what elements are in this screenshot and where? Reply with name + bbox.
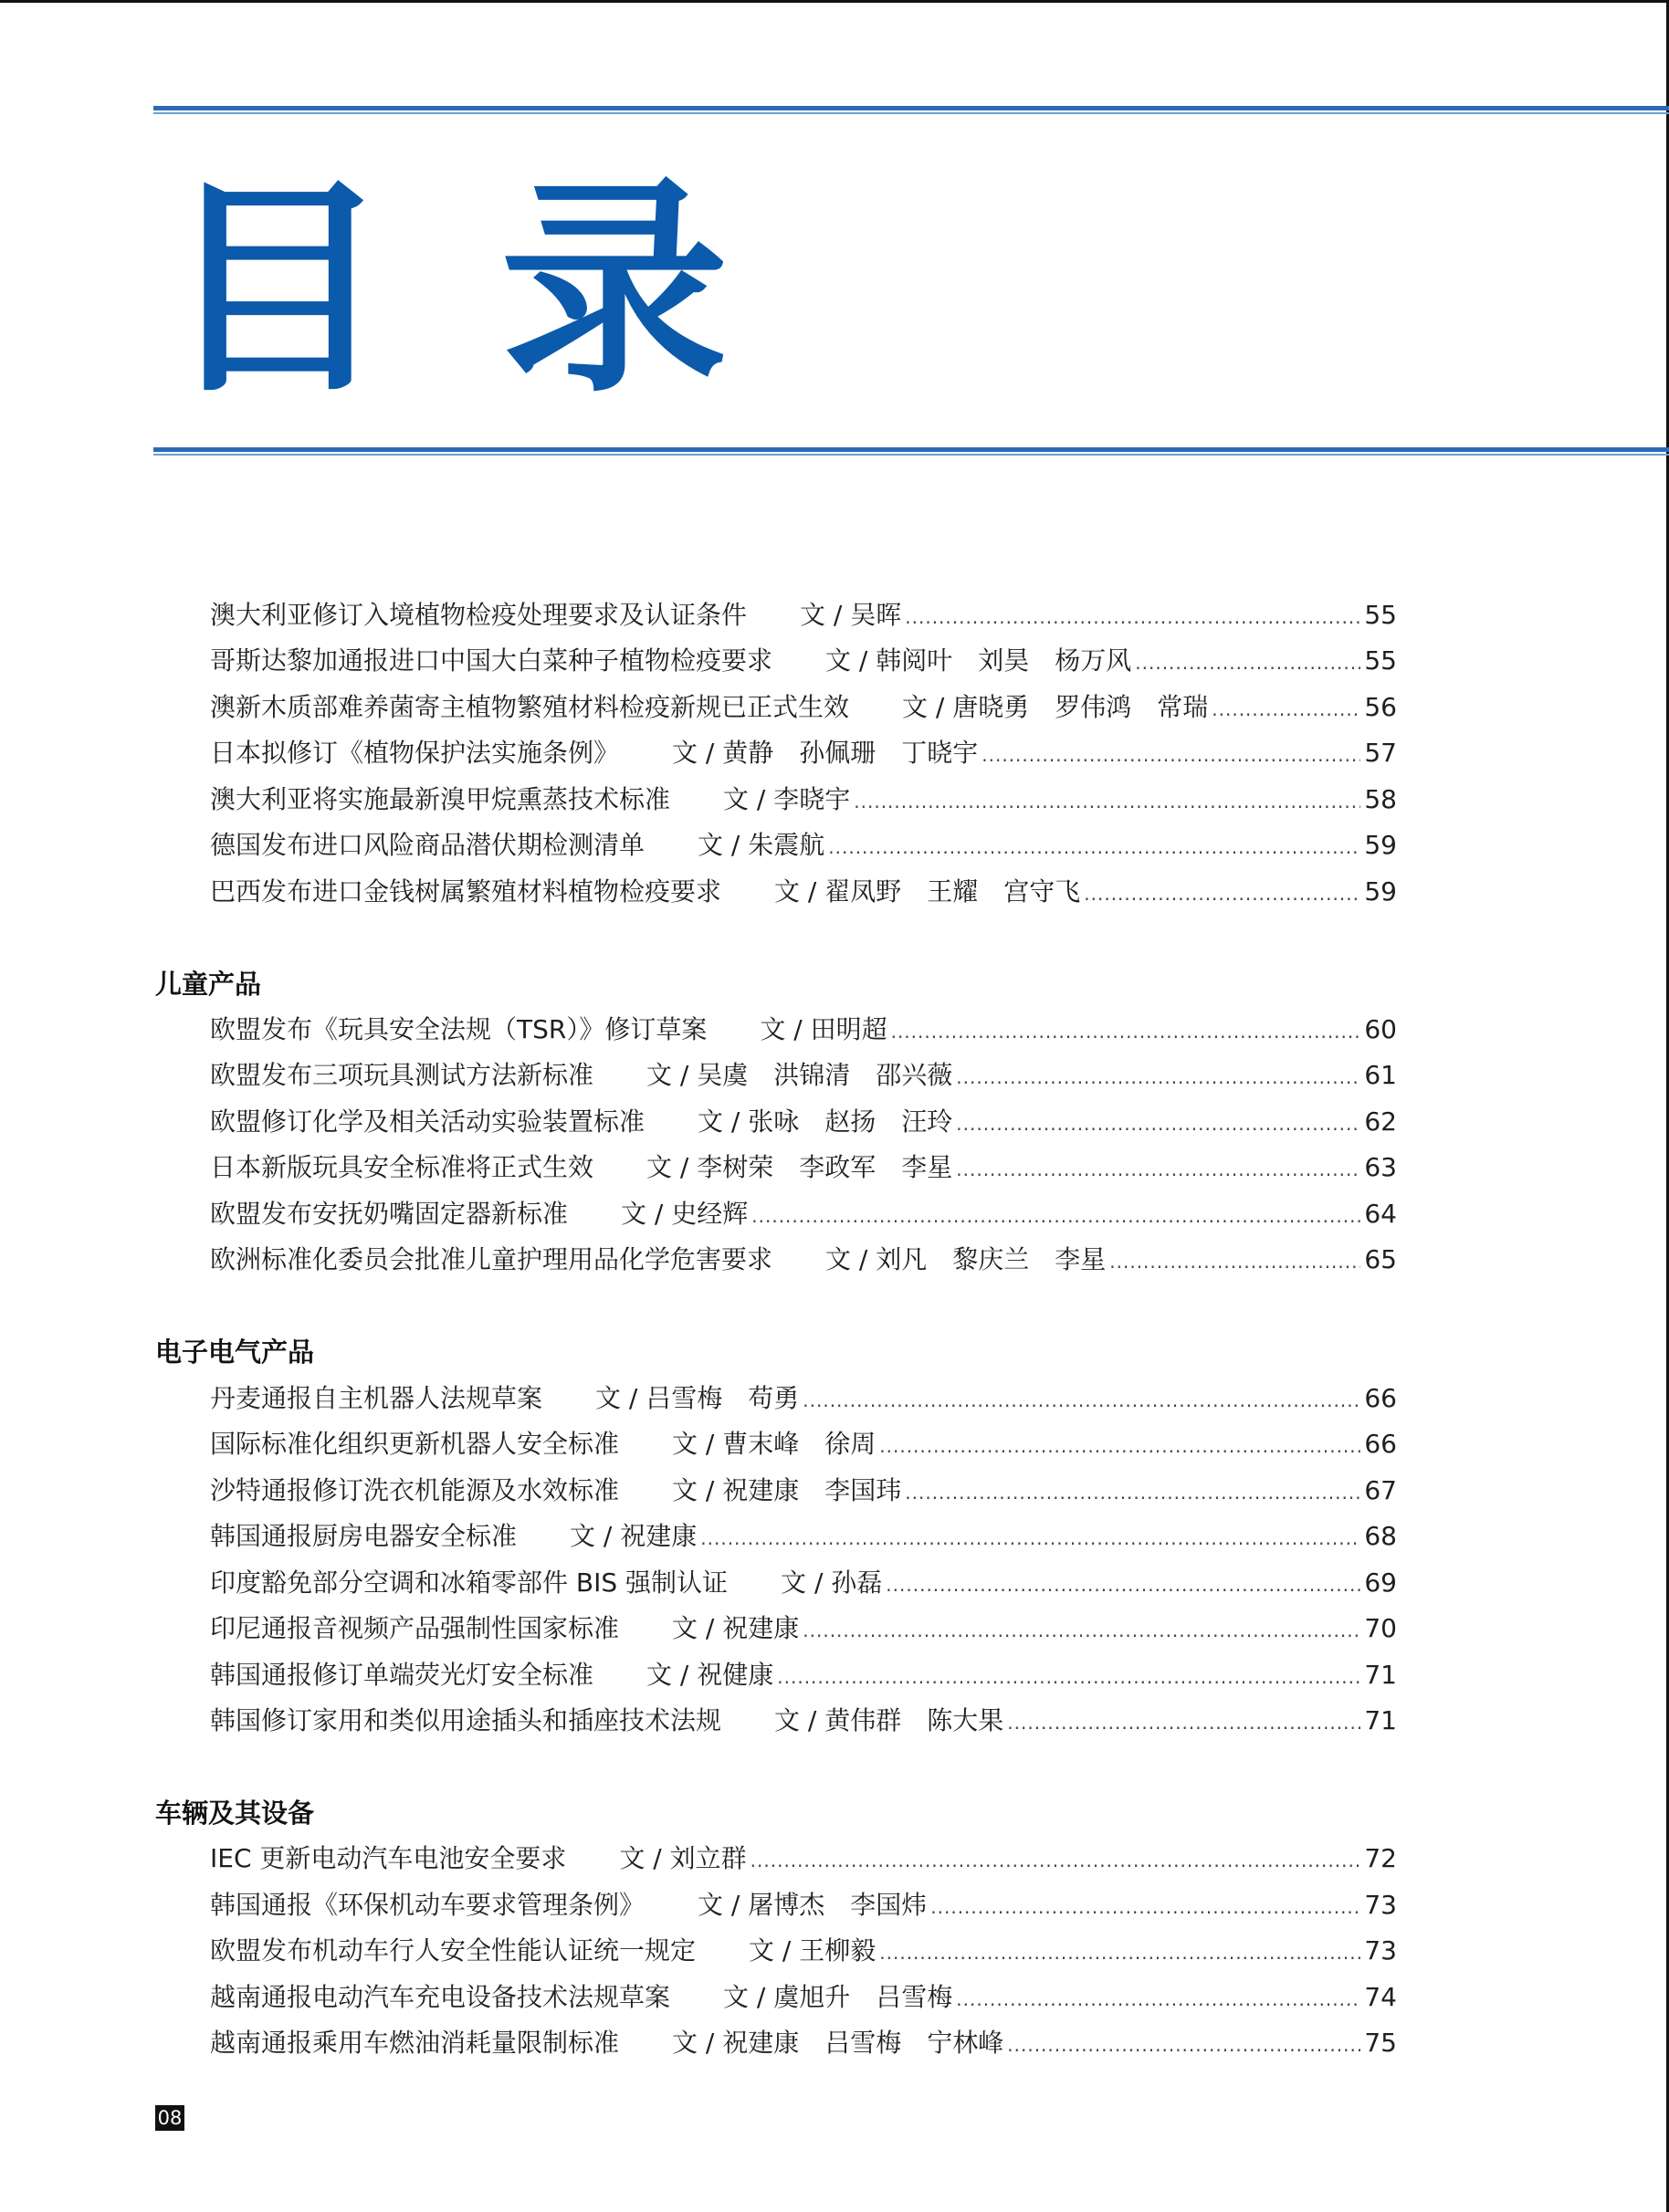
toc-entry-author: 文 / 田明超 xyxy=(760,1014,887,1044)
toc-entry-page: 66 xyxy=(1364,1383,1397,1413)
toc-leader-dots xyxy=(1007,1700,1360,1745)
toc-entry[interactable] xyxy=(210,1237,1397,1283)
toc-entry-title: 欧盟发布安抚奶嘴固定器新标准 xyxy=(210,1199,569,1229)
toc-leader-dots xyxy=(886,1562,1360,1608)
toc-entry[interactable] xyxy=(210,1698,1397,1744)
toc-leader-dots xyxy=(879,1930,1360,1976)
toc-leader-dots xyxy=(956,1976,1360,2022)
toc-entry[interactable] xyxy=(210,638,1397,684)
toc-leader-dots xyxy=(700,1515,1360,1561)
toc-entry-author: 文 / 虞旭升 吕雪梅 xyxy=(723,1982,953,2012)
toc-entry[interactable] xyxy=(210,823,1397,868)
toc-entry-page: 73 xyxy=(1364,1890,1397,1920)
toc-leader-dots xyxy=(751,1838,1361,1883)
toc-entry[interactable] xyxy=(210,1099,1397,1145)
toc-entry[interactable] xyxy=(210,1053,1397,1098)
toc-entry-author: 文 / 祝建康 吕雪梅 宁林峰 xyxy=(672,2028,1004,2058)
toc-entry-page: 70 xyxy=(1364,1613,1397,1643)
toc-entry-author: 文 / 唐晓勇 罗伟鸿 常瑞 xyxy=(902,692,1209,722)
toc-entry-title: 欧盟发布三项玩具测试方法新标准 xyxy=(210,1060,594,1090)
toc-entry-title: 哥斯达黎加通报进口中国大白菜种子植物检疫要求 xyxy=(210,645,773,676)
toc-entry[interactable] xyxy=(210,1145,1397,1190)
toc-leader-dots xyxy=(751,1193,1360,1239)
toc-entry-title: 韩国通报《环保机动车要求管理条例》 xyxy=(210,1890,646,1920)
toc-entry-author: 文 / 韩阅叶 刘昊 杨万风 xyxy=(825,645,1132,676)
toc-entry-page: 58 xyxy=(1364,784,1397,814)
toc-leader-dots xyxy=(1109,1239,1360,1284)
toc-leader-dots xyxy=(956,1054,1360,1100)
page-number-badge: 08 xyxy=(155,2105,184,2131)
toc-entry[interactable] xyxy=(210,592,1397,638)
toc-leader-dots xyxy=(1135,640,1360,686)
toc-entry-title: 越南通报乘用车燃油消耗量限制标准 xyxy=(210,2028,620,2058)
toc-entry[interactable] xyxy=(210,869,1397,915)
toc-entry-page: 59 xyxy=(1364,876,1397,907)
toc-entry-page: 68 xyxy=(1364,1521,1397,1551)
toc-entry[interactable] xyxy=(210,1560,1397,1606)
toc-entry-title: 欧盟修订化学及相关活动实验装置标准 xyxy=(210,1106,646,1137)
toc-entry-author: 文 / 李树荣 李政军 李星 xyxy=(646,1152,953,1182)
toc-entry-author: 文 / 朱震航 xyxy=(698,830,825,860)
toc-entry[interactable] xyxy=(210,1836,1397,1882)
toc-entry-page: 62 xyxy=(1364,1106,1397,1137)
toc-entry-title: 欧盟发布机动车行人安全性能认证统一规定 xyxy=(210,1935,697,1966)
toc-entry-author: 文 / 翟凤野 王耀 宫守飞 xyxy=(774,876,1081,907)
toc-entry[interactable] xyxy=(210,685,1397,730)
toc-entry-title: 澳新木质部难养菌寄主植物繁殖材料检疫新规已正式生效 xyxy=(210,692,850,722)
toc-entry[interactable] xyxy=(210,777,1397,823)
toc-entry-title: 欧洲标准化委员会批准儿童护理用品化学危害要求 xyxy=(210,1244,773,1274)
toc-entry-author: 文 / 祝建康 xyxy=(570,1521,698,1551)
toc-entry-page: 55 xyxy=(1364,645,1397,676)
toc-leader-dots xyxy=(1084,871,1360,917)
toc-entry-title: 澳大利亚修订入境植物检疫处理要求及认证条件 xyxy=(210,600,748,630)
page-title: 目录 xyxy=(163,157,838,423)
toc-entry-author: 文 / 吕雪梅 苟勇 xyxy=(595,1383,800,1413)
toc-entry-author: 文 / 吴晖 xyxy=(800,600,902,630)
toc-leader-dots xyxy=(956,1101,1360,1147)
toc-entry[interactable] xyxy=(210,1468,1397,1514)
toc-entry[interactable] xyxy=(210,1376,1397,1421)
toc-entry[interactable] xyxy=(210,730,1397,776)
toc-entry-title: 印度豁免部分空调和冰箱零部件 BIS 强制认证 xyxy=(210,1567,729,1598)
toc-entry[interactable] xyxy=(210,1421,1397,1467)
toc-entry-author: 文 / 刘凡 黎庆兰 李星 xyxy=(825,1244,1107,1274)
toc-entry-author: 文 / 张咏 赵扬 汪玲 xyxy=(698,1106,953,1137)
toc-entry-author: 文 / 孙磊 xyxy=(781,1567,883,1598)
toc-entry-title: 韩国通报厨房电器安全标准 xyxy=(210,1521,518,1551)
toc-leader-dots xyxy=(981,732,1360,778)
toc-entry-title: 澳大利亚将实施最新溴甲烷熏蒸技术标准 xyxy=(210,784,671,814)
toc-entry-title: 欧盟发布《玩具安全法规（TSR）》修订草案 xyxy=(210,1014,708,1044)
toc-leader-dots xyxy=(803,1608,1360,1653)
toc-entry-author: 文 / 祝建康 李国玮 xyxy=(672,1475,902,1505)
toc-entry-page: 57 xyxy=(1364,738,1397,768)
toc-leader-dots xyxy=(803,1378,1360,1423)
toc-leader-dots xyxy=(1007,2022,1360,2068)
toc-entry-author: 文 / 黄伟群 陈大果 xyxy=(774,1705,1004,1735)
toc-leader-dots xyxy=(905,1470,1360,1515)
toc-entry[interactable] xyxy=(210,1975,1397,2020)
toc-entry[interactable] xyxy=(210,1652,1397,1698)
toc-entry-title: 印尼通报音视频产品强制性国家标准 xyxy=(210,1613,620,1643)
toc-leader-dots xyxy=(905,594,1360,640)
toc-entry-page: 71 xyxy=(1364,1705,1397,1735)
toc-leader-dots xyxy=(891,1009,1361,1054)
toc-entry-page: 75 xyxy=(1364,2028,1397,2058)
toc-leader-dots xyxy=(854,779,1360,824)
toc-entry-author: 文 / 祝健康 xyxy=(646,1660,774,1690)
toc-entry-page: 74 xyxy=(1364,1982,1397,2012)
toc-entry-page: 73 xyxy=(1364,1935,1397,1966)
toc-entry[interactable] xyxy=(210,1191,1397,1237)
toc-entry-author: 文 / 屠博杰 李国炜 xyxy=(698,1890,928,1920)
toc-entry-page: 64 xyxy=(1364,1199,1397,1229)
toc-entry-page: 55 xyxy=(1364,600,1397,630)
toc-entry[interactable] xyxy=(210,1882,1397,1928)
toc-entry-title: 巴西发布进口金钱树属繁殖材料植物检疫要求 xyxy=(210,876,722,907)
toc-entry-page: 67 xyxy=(1364,1475,1397,1505)
toc-entry-page: 65 xyxy=(1364,1244,1397,1274)
toc-entry-page: 69 xyxy=(1364,1567,1397,1598)
toc-entry-page: 56 xyxy=(1364,692,1397,722)
toc-entry-title: 日本新版玩具安全标准将正式生效 xyxy=(210,1152,594,1182)
toc-entry[interactable] xyxy=(210,1606,1397,1651)
toc-entry-title: 韩国修订家用和类似用途插头和插座技术法规 xyxy=(210,1705,722,1735)
toc-leader-dots xyxy=(828,824,1360,870)
toc-entry-author: 文 / 黄静 孙佩珊 丁晓宇 xyxy=(672,738,979,768)
toc-entry-page: 60 xyxy=(1364,1014,1397,1044)
toc-entry-title: 日本拟修订《植物保护法实施条例》 xyxy=(210,738,620,768)
toc-entry-title: 德国发布进口风险商品潜伏期检测清单 xyxy=(210,830,646,860)
toc-entry-author: 文 / 王柳毅 xyxy=(749,1935,876,1966)
toc-leader-dots xyxy=(879,1423,1360,1469)
toc-entry-title: 沙特通报修订洗衣机能源及水效标准 xyxy=(210,1475,620,1505)
toc-entry-author: 文 / 李晓宇 xyxy=(723,784,851,814)
toc-entry-author: 文 / 曹末峰 徐周 xyxy=(672,1429,876,1459)
toc-entry-author: 文 / 祝建康 xyxy=(672,1613,800,1643)
section-heading-children-products: 儿童产品 xyxy=(155,969,262,1000)
toc-entry-page: 66 xyxy=(1364,1429,1397,1459)
toc-entry-author: 文 / 史经辉 xyxy=(621,1199,749,1229)
toc-entry[interactable] xyxy=(210,1928,1397,1974)
toc-entry-title: 越南通报电动汽车充电设备技术法规草案 xyxy=(210,1982,671,2012)
toc-entry-page: 59 xyxy=(1364,830,1397,860)
toc-entry-title: IEC 更新电动汽车电池安全要求 xyxy=(210,1843,567,1873)
toc-leader-dots xyxy=(930,1884,1360,1930)
toc-entry[interactable] xyxy=(210,1007,1397,1053)
toc-entry[interactable] xyxy=(210,1514,1397,1559)
toc-entry-title: 国际标准化组织更新机器人安全标准 xyxy=(210,1429,620,1459)
toc-entry-page: 61 xyxy=(1364,1060,1397,1090)
section-heading-electrical-products: 电子电气产品 xyxy=(155,1337,315,1368)
toc-entry[interactable] xyxy=(210,2020,1397,2066)
toc-entry-title: 韩国通报修订单端荧光灯安全标准 xyxy=(210,1660,594,1690)
toc-entry-page: 72 xyxy=(1364,1843,1397,1873)
toc-entry-page: 63 xyxy=(1364,1152,1397,1182)
toc-leader-dots xyxy=(777,1654,1360,1700)
toc-entry-title: 丹麦通报自主机器人法规草案 xyxy=(210,1383,543,1413)
toc-entry-author: 文 / 刘立群 xyxy=(619,1843,747,1873)
toc-leader-dots xyxy=(1212,687,1360,732)
toc-entry-author: 文 / 吴虞 洪锦清 邵兴薇 xyxy=(646,1060,953,1090)
section-heading-vehicles: 车辆及其设备 xyxy=(155,1798,315,1829)
toc-leader-dots xyxy=(956,1147,1360,1192)
toc-entry-page: 71 xyxy=(1364,1660,1397,1690)
